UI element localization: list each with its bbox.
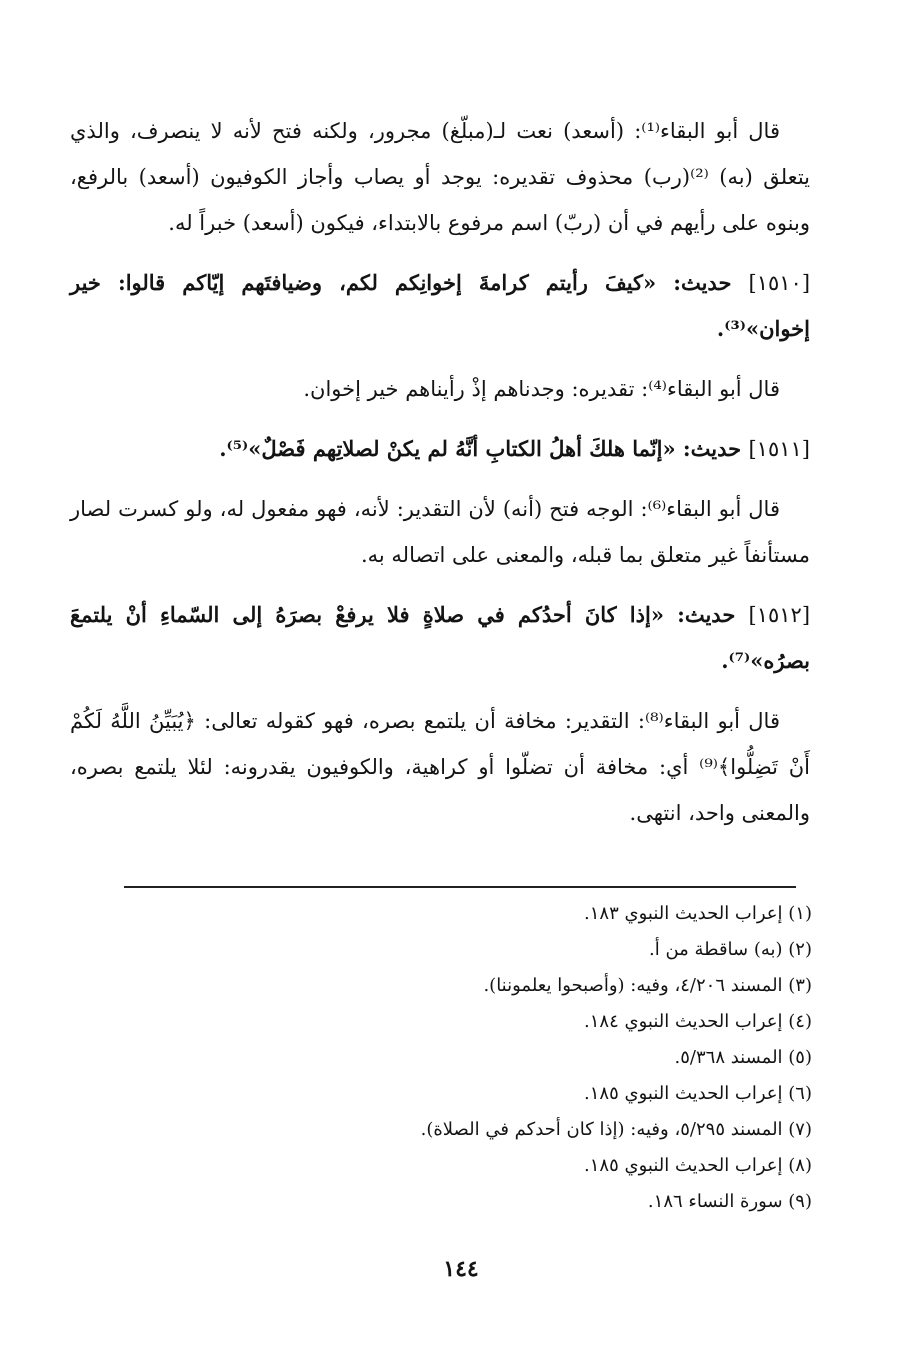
paragraph-1-text: قال أبو البقاء⁽¹⁾: (أسعد) نعت لـ(مبلّغ) مجرور، ولكنه فتح لأنه لا ينصرف، والذي يتعلق (به) ⁽²⁾(رب) محذوف تقديره: يوجد أو يصاب وأجاز الكوفيون (أسعد) بالرفع، وبنوه على رأيهم في أن (ربّ) اسم مرفوع بالابتداء، فيكون (أسعد) خبراً له. (70, 119, 810, 235)
footnote-1: (١) إعراب الحديث النبوي ١٨٣. (584, 903, 812, 924)
footnote-4: (٤) إعراب الحديث النبوي ١٨٤. (584, 1011, 812, 1032)
footnote-2: (٢) (به) ساقطة من أ. (649, 939, 812, 960)
hadith-text: حديث: «إنّما هلكَ أهلُ الكتابِ أنَّهُ لم يكنْ لصلاتِهم فَصْلٌ»⁽⁵⁾. (219, 436, 742, 461)
hadith-text: حديث: «إذا كانَ أحدُكم في صلاةٍ فلا يرفعْ بصرَهُ إلى السّماءِ أنْ يلتمعَ بصرُه»⁽⁷⁾. (70, 602, 810, 673)
hadith-text: حديث: «كيفَ رأيتم كرامةَ إخوانِكم لكم، وضيافتَهم إيّاكم قالوا: خير إخوان»⁽³⁾. (70, 270, 810, 341)
hadith-number: [١٥١٢] (748, 603, 811, 627)
paragraph-2-text: قال أبو البقاء⁽⁴⁾: تقديره: وجدناهم إذْ رأيناهم خير إخوان. (303, 377, 780, 401)
paragraph-3-text: قال أبو البقاء⁽⁶⁾: الوجه فتح (أنه) لأن التقدير: لأنه، فهو مفعول له، ولو كسرت لصار مستأنفاً غير متعلق بما قبله، والمعنى على اتصاله به. (70, 497, 810, 567)
paragraph-3 (70, 486, 810, 578)
footnotes (70, 896, 812, 1220)
hadith-1511 (70, 426, 810, 472)
footnote-9: (٩) سورة النساء ١٨٦. (647, 1191, 812, 1212)
paragraph-4-text: قال أبو البقاء⁽⁸⁾: التقدير: مخافة أن يلتمع بصره، فهو كقوله تعالى: ﴿يُبَيِّنُ اللَّهُ لَكُمْ أَنْ تَضِلُّوا﴾⁽⁹⁾ أي: مخافة أن تضلّوا أو كراهية، والكوفيون يقدرونه: لئلا يلتمع بصره، والمعنى واحد، انتهى. (70, 709, 810, 825)
footnote-6: (٦) إعراب الحديث النبوي ١٨٥. (584, 1083, 812, 1104)
footnote-7: (٧) المسند ٥/٢٩٥، وفيه: (إذا كان أحدكم في الصلاة). (420, 1119, 812, 1140)
footnote-divider (124, 886, 796, 888)
paragraph-1 (70, 108, 810, 246)
hadith-number: [١٥١١] (748, 437, 810, 461)
main-text (70, 108, 810, 836)
page-number: ١٤٤ (443, 1256, 479, 1282)
paragraph-2 (70, 366, 810, 412)
hadith-1510 (70, 260, 810, 352)
paragraph-4 (70, 698, 810, 836)
hadith-number: [١٥١٠] (748, 271, 811, 295)
hadith-1512 (70, 592, 810, 684)
footnote-3: (٣) المسند ٤/٢٠٦، وفيه: (وأصبحوا يعلموننا). (483, 975, 812, 996)
footnote-5: (٥) المسند ٥/٣٦٨. (674, 1047, 812, 1068)
footnote-8: (٨) إعراب الحديث النبوي ١٨٥. (584, 1155, 812, 1176)
